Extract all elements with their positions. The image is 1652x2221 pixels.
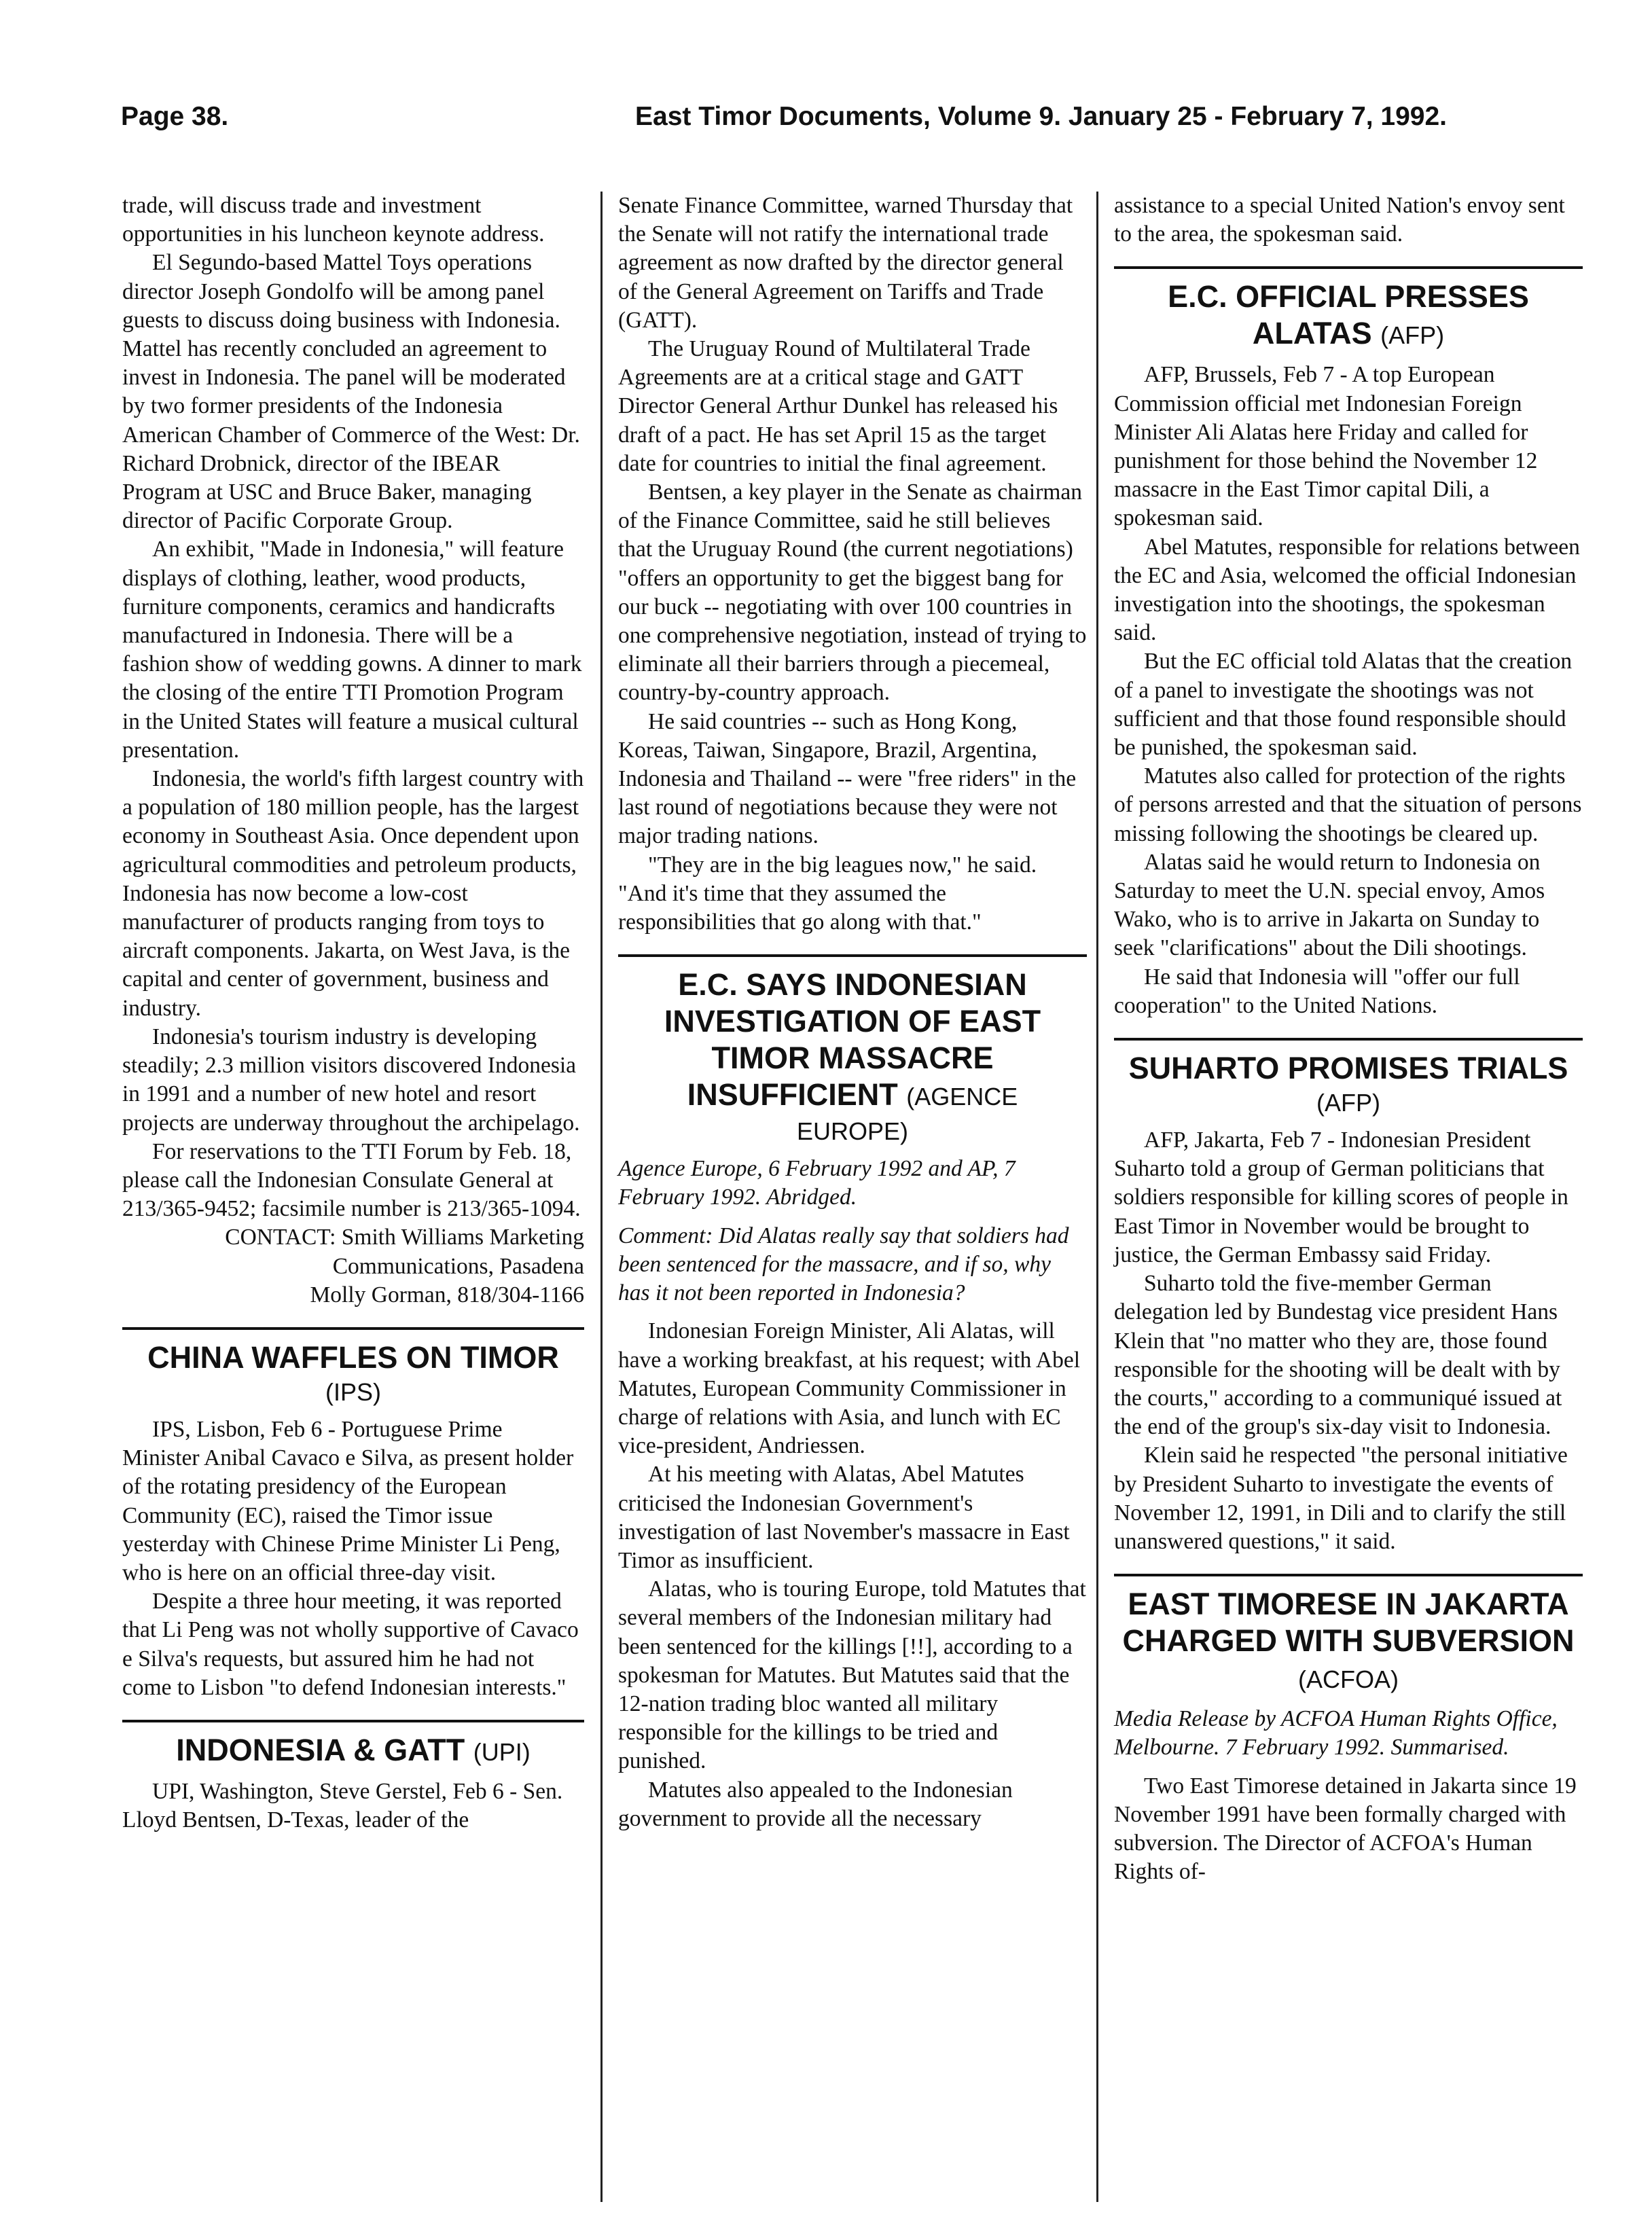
paragraph: Abel Matutes, responsible for relations between the EC and Asia, welcomed the official Indonesian investigation into the shootings, the spokesman said. — [1114, 534, 1580, 646]
article-headline — [122, 1732, 584, 1771]
paragraph: Klein said he respected "the personal initiative by President Suharto to investigate the events of November 12, 1991, in Dili and to clarify the still unanswered questions," it said. — [1114, 1443, 1568, 1554]
headline-source: (UPI) — [473, 1737, 531, 1766]
column-divider — [1096, 192, 1098, 2202]
paragraph: AFP, Jakarta, Feb 7 - Indonesian President Suharto told a group of German politicians that soldiers responsible for killing scores of people in East Timor in November would be brought to justice, the German Embassy said Friday. — [1114, 1127, 1568, 1267]
article-headline — [618, 967, 1087, 1148]
section-rule — [1114, 266, 1583, 269]
contact-block — [122, 1223, 584, 1310]
headline-text: E.C. SAYS INDONESIAN INVESTIGATION OF EAST TIMOR MASSACRE INSUFFICIENT — [664, 967, 1041, 1113]
paragraph: Matutes also called for protection of the rights of persons arrested and that the situation of persons missing following the shootings be cleared up. — [1114, 763, 1582, 846]
paragraph: Indonesian Foreign Minister, Ali Alatas, will have a working breakfast, at his request; with Abel Matutes, European Community Commissioner in charge of relations with Asia, and lunch with EC vice-president, Andriessen. — [618, 1318, 1081, 1459]
page-number: Page 38. — [121, 102, 229, 131]
article-headline — [122, 1339, 584, 1409]
paragraph: The Uruguay Round of Multilateral Trade Agreements are at a critical stage and GATT Director General Arthur Dunkel has released his draft of a pact. He has set April 15 as the target date for countries to initial the final agreement. — [618, 336, 1058, 476]
article-headline — [1114, 1050, 1583, 1119]
headline-text: INDONESIA & GATT — [176, 1732, 465, 1767]
editor-comment: Comment: Did Alatas really say that soldiers had been sentenced for the massacre, and if so, why has it not been reported in Indonesia? — [618, 1223, 1069, 1306]
paragraph: But the EC official told Alatas that the creation of a panel to investigate the shootings was not sufficient and that those found responsible should be punished, the spokesman said. — [1114, 649, 1573, 761]
article-subhead: Agence Europe, 6 February 1992 and AP, 7 February 1992. Abridged. — [618, 1156, 1016, 1210]
contact-line: Molly Gorman, 818/304-1166 — [310, 1282, 584, 1307]
section-rule — [122, 1327, 584, 1330]
paragraph: Indonesia's tourism industry is developing steadily; 2.3 million visitors discovered Indonesia in 1991 and a number of new hotel and resort projects are underway throughout the archipelago. — [122, 1024, 580, 1136]
headline-source: EUROPE) — [796, 1117, 909, 1146]
headline-source: (ACFOA) — [1298, 1665, 1399, 1694]
running-header: East Timor Documents, Volume 9. January 25 - February 7, 1992. — [635, 102, 1448, 131]
headline-text: E.C. OFFICIAL PRESSES ALATAS — [1168, 279, 1529, 351]
paragraph: Indonesia, the world's fifth largest country with a population of 180 million people, has the largest economy in Southeast Asia. Once dependent upon agricultural commodities and petroleum products, Indonesia has now become a low-cost manufacturer of products ranging from toys to aircraft components. Jakarta, on West Java, is the capital and center of government, business and industry. — [122, 766, 584, 1021]
section-rule — [618, 954, 1087, 957]
paragraph: Senate Finance Committee, warned Thursday that the Senate will not ratify the international trade agreement as now drafted by the director general of the General Agreement on Tariffs and Trade (GATT). — [618, 193, 1073, 333]
section-rule — [122, 1720, 584, 1722]
paragraph: He said that Indonesia will "offer our full cooperation" to the United Nations. — [1114, 964, 1520, 1018]
paragraph: assistance to a special United Nation's envoy sent to the area, the spokesman said. — [1114, 193, 1565, 247]
paragraph: Bentsen, a key player in the Senate as chairman of the Finance Committee, said he still believes that the Uruguay Round (the current negotiations) "offers an opportunity to get the biggest bang for our buck -- negotiating with over 100 countries in one comprehensive negotiation, instead of trying to eliminate all their barriers through a piecemeal, country-by-country approach. — [618, 480, 1087, 706]
paragraph: An exhibit, "Made in Indonesia," will feature displays of clothing, leather, wood products, furniture components, ceramics and handicrafts manufactured in Indonesia. There will be a fashion show of wedding gowns. A dinner to mark the closing of the entire TTI Promotion Program in the United States will feature a musical cultural presentation. — [122, 537, 582, 763]
column-divider — [600, 192, 603, 2202]
paragraph: UPI, Washington, Steve Gerstel, Feb 6 - Sen. Lloyd Bentsen, D-Texas, leader of the — [122, 1778, 563, 1833]
section-rule — [1114, 1038, 1583, 1041]
column-3 — [1114, 192, 1583, 1886]
article-subhead: Media Release by ACFOA Human Rights Office, Melbourne. 7 February 1992. Summarised. — [1114, 1706, 1558, 1760]
paragraph: trade, will discuss trade and investment opportunities in his luncheon keynote address. — [122, 193, 545, 247]
paragraph: "They are in the big leagues now," he said. "And it's time that they assumed the responsibilities that go along with that." — [618, 852, 1037, 935]
headline-text: EAST TIMORESE IN JAKARTA CHARGED WITH SUBVERSION — [1122, 1587, 1575, 1659]
headline-text: SUHARTO PROMISES TRIALS — [1128, 1051, 1568, 1086]
section-rule — [1114, 1574, 1583, 1576]
paragraph: Two East Timorese detained in Jakarta since 19 November 1991 have been formally charged with subversion. The Director of ACFOA's Human Rights of- — [1114, 1773, 1577, 1885]
headline-source: (AFP) — [1316, 1089, 1380, 1117]
paragraph: AFP, Brussels, Feb 7 - A top European Commission official met Indonesian Foreign Minister Ali Alatas here Friday and called for punishment for those behind the November 12 massacre in the East Timor capital Dili, a spokesman said. — [1114, 362, 1538, 531]
column-1 — [122, 192, 584, 1835]
paragraph: IPS, Lisbon, Feb 6 - Portuguese Prime Minister Anibal Cavaco e Silva, as present holder of the rotating presidency of the European Community (EC), raised the Timor issue yesterday with Chinese Prime Minister Li Peng, who is here on an official three-day visit. — [122, 1416, 574, 1585]
headline-source: (AFP) — [1380, 321, 1445, 350]
paragraph: Matutes also appealed to the Indonesian government to provide all the necessary — [618, 1777, 1013, 1831]
column-2 — [618, 192, 1087, 1833]
paragraph: Despite a three hour meeting, it was reported that Li Peng was not wholly supportive of Cavaco e Silva's requests, but assured him he had not come to Lisbon "to defend Indonesian interests." — [122, 1589, 579, 1700]
paragraph: Suharto told the five-member German delegation led by Bundestag vice president Hans Klein that "no matter who they are, those found responsible for the shooting will be dealt with by the courts," according to a communiqué issued at the end of the group's six-day visit to Indonesia. — [1114, 1271, 1562, 1440]
headline-source: (AGENCE — [906, 1083, 1018, 1111]
paragraph: He said countries -- such as Hong Kong, Koreas, Taiwan, Singapore, Brazil, Argentina, Indonesia and Thailand -- were "free riders" in the last round of negotiations because they were not major trading nations. — [618, 708, 1077, 849]
paragraph: El Segundo-based Mattel Toys operations director Joseph Gondolfo will be among panel guests to discuss doing business with Indonesia. Mattel has recently concluded an agreement to invest in Indonesia. The panel will be moderated by two former presidents of the Indonesia American Chamber of Commerce of the West: Dr. Richard Drobnick, director of the IBEAR Program at USC and Bruce Baker, managing director of Pacific Corporate Group. — [122, 250, 580, 534]
paragraph: For reservations to the TTI Forum by Feb. 18, please call the Indonesian Consulate General at 213/365-9452; facsimile number is 213/365-1094. — [122, 1138, 581, 1222]
paragraph: Alatas said he would return to Indonesia on Saturday to meet the U.N. special envoy, Amos Wako, who is to arrive in Jakarta on Sunday to seek "clarifications" about the Dili shootings. — [1114, 849, 1545, 961]
contact-line: Communications, Pasadena — [332, 1253, 584, 1279]
paragraph: Alatas, who is touring Europe, told Matutes that several members of the Indonesian military had been sentenced for the killings [!!], according to a spokesman for Matutes. But Matutes said that the 12-nation trading bloc wanted all military responsible for the killings to be tried and punished. — [618, 1576, 1086, 1774]
article-headline — [1114, 278, 1583, 354]
paragraph: At his meeting with Alatas, Abel Matutes criticised the Indonesian Government's investigation of last November's massacre in East Timor as insufficient. — [618, 1462, 1070, 1573]
headline-text: CHINA WAFFLES ON TIMOR — [147, 1339, 559, 1375]
contact-line: CONTACT: Smith Williams Marketing — [225, 1225, 584, 1250]
article-headline — [1114, 1586, 1583, 1698]
headline-source: (IPS) — [325, 1377, 381, 1406]
